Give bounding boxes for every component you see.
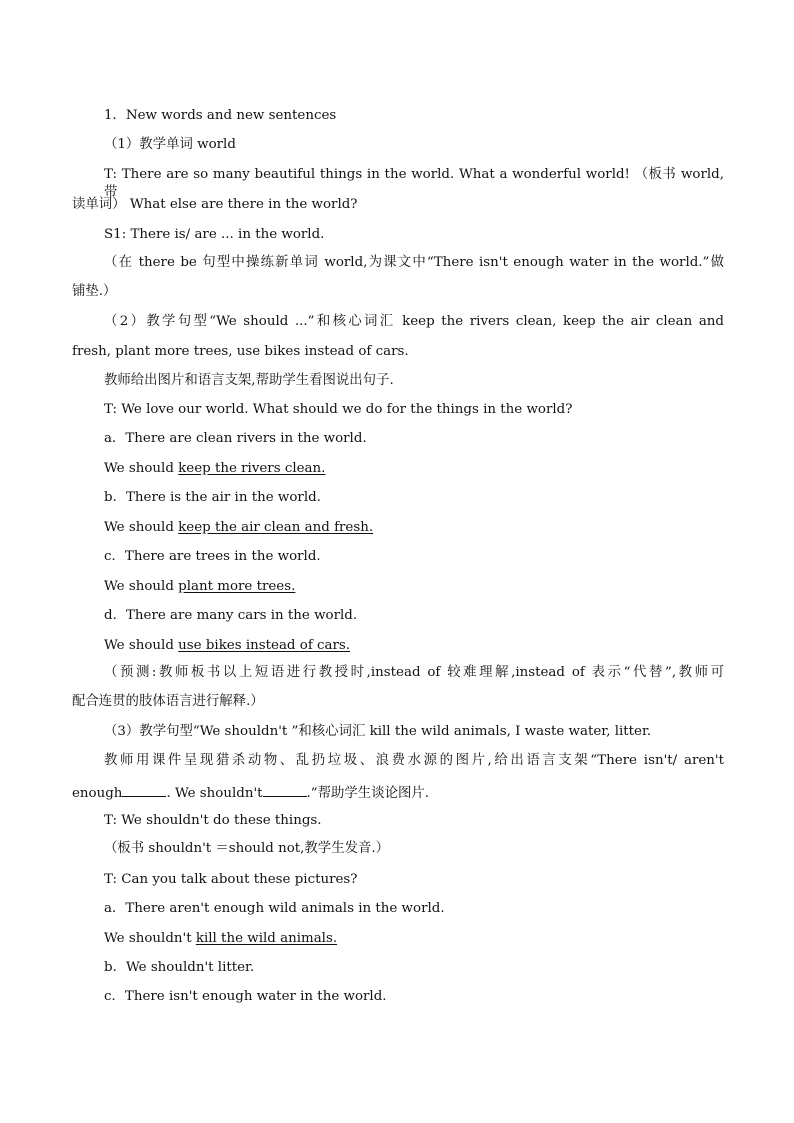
section-title: 1．New words and new sentences bbox=[104, 108, 337, 123]
instruction-text: .”帮助学生谈论图片. bbox=[306, 786, 430, 801]
note-line: （在 there be 句型中操练新单词 world,为课文中“There isn't enough water in the world.”做 bbox=[104, 255, 724, 270]
answer-prefix: We shouldn't bbox=[104, 931, 192, 946]
teacher-line: T: We shouldn't do these things. bbox=[104, 813, 322, 828]
note-line-continued: 铺垫.） bbox=[72, 284, 117, 299]
answer-prefix: We should bbox=[104, 638, 174, 653]
answer-line bbox=[104, 930, 724, 948]
answer-text: keep the rivers clean. bbox=[178, 461, 326, 476]
subsection-heading-3: （3）教学句型“We shouldn't ”和核心词汇 kill the wild animals, I waste water, litter. bbox=[104, 724, 652, 739]
instruction-line: 教师给出图片和语言支架,帮助学生看图说出句子. bbox=[104, 373, 394, 388]
answer-line bbox=[104, 637, 724, 655]
answer-text: kill the wild animals. bbox=[195, 931, 338, 946]
exercise-item: c．There isn't enough water in the world. bbox=[104, 989, 387, 1004]
answer-line bbox=[104, 460, 724, 478]
answer-text: plant more trees. bbox=[178, 579, 296, 594]
answer-text: keep the air clean and fresh. bbox=[178, 520, 374, 535]
fill-blank bbox=[263, 782, 307, 797]
exercise-item: b．There is the air in the world. bbox=[104, 490, 321, 505]
answer-prefix: We should bbox=[104, 520, 174, 535]
student-line: S1: There is/ are ... in the world. bbox=[104, 227, 325, 242]
exercise-item: a．There are clean rivers in the world. bbox=[104, 431, 367, 446]
answer-line bbox=[104, 519, 724, 537]
answer-line bbox=[104, 578, 724, 596]
note-line: （板书 shouldn't ＝should not,教学生发音.） bbox=[104, 841, 390, 856]
teacher-line: T: We love our world. What should we do for the things in the world? bbox=[104, 402, 573, 417]
instruction-text: enough bbox=[72, 786, 123, 801]
subsection-heading-2: （2）教学句型“We should ...”和核心词汇 keep the rivers clean, keep the air clean and bbox=[104, 314, 724, 329]
instruction-line-continued bbox=[72, 782, 692, 803]
exercise-item: c．There are trees in the world. bbox=[104, 549, 321, 564]
answer-text: use bikes instead of cars. bbox=[178, 638, 351, 653]
answer-prefix: We should bbox=[104, 579, 174, 594]
note-line-continued: 配合连贯的肢体语言进行解释.） bbox=[72, 694, 264, 709]
exercise-item: a．There aren't enough wild animals in the world. bbox=[104, 901, 445, 916]
teacher-line: T: There are so many beautiful things in the world. What a wonderful world! （板书 world,带 bbox=[104, 167, 724, 200]
answer-prefix: We should bbox=[104, 461, 174, 476]
teacher-line-continued: 读单词） What else are there in the world? bbox=[72, 197, 358, 212]
exercise-item: b．We shouldn't litter. bbox=[104, 960, 255, 975]
subsection-heading-1: （1）教学单词 world bbox=[104, 137, 236, 152]
teacher-line: T: Can you talk about these pictures? bbox=[104, 872, 358, 887]
subsection-heading-2-continued: fresh, plant more trees, use bikes instead of cars. bbox=[72, 344, 409, 359]
note-line: （预测:教师板书以上短语进行教授时,instead of 较难理解,instead of 表示“代替”,教师可 bbox=[104, 665, 724, 680]
fill-blank bbox=[122, 782, 166, 797]
instruction-text: . We shouldn't bbox=[166, 786, 263, 801]
instruction-line: 教师用课件呈现猎杀动物、乱扔垃圾、浪费水源的图片,给出语言支架“There isn't/ aren't bbox=[104, 753, 724, 768]
exercise-item: d．There are many cars in the world. bbox=[104, 608, 358, 623]
